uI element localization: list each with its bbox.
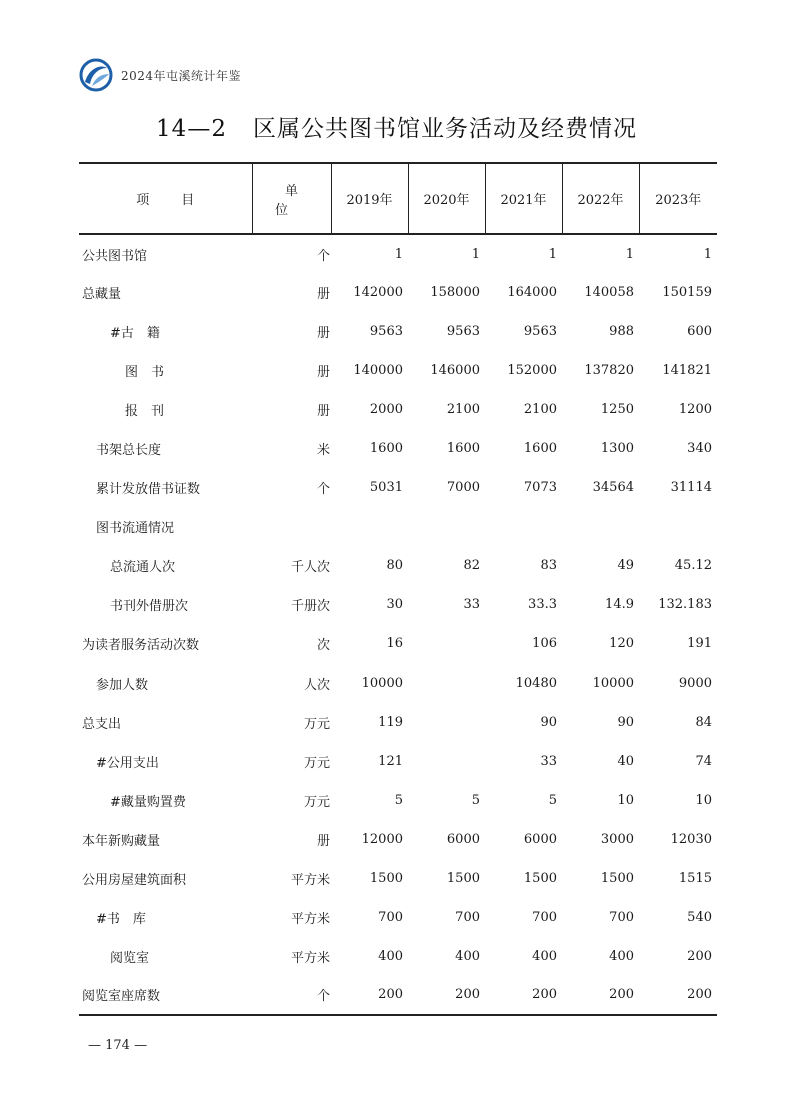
table-row [79, 976, 717, 1015]
table-cell: 200 [455, 987, 480, 1003]
table-cell: 10000 [361, 675, 403, 691]
table-cell: 400 [378, 948, 403, 964]
table-cell: 10480 [515, 675, 557, 691]
table-cell: 119 [378, 714, 403, 730]
table-cell: 33 [463, 597, 480, 613]
table-cell: 49 [617, 558, 634, 574]
table-cell [408, 664, 485, 703]
row-unit [252, 507, 331, 546]
column-header-2020: 2020年 [408, 163, 485, 234]
table-row [79, 585, 717, 624]
row-label: 公共图书馆 [82, 248, 148, 264]
table-row [79, 351, 717, 390]
table-cell: 140000 [353, 363, 403, 379]
table-row [79, 742, 717, 781]
table-row [79, 312, 717, 351]
table-title-text: 区属公共图书馆业务活动及经费情况 [252, 116, 637, 142]
table-cell: 1 [703, 246, 712, 262]
row-label: 书架总长度 [96, 443, 162, 459]
table-cell: 90 [617, 714, 634, 730]
column-header-unit: 单位 [252, 163, 331, 234]
table-cell: 164000 [507, 285, 557, 301]
row-label: 图书流通情况 [96, 521, 175, 537]
table-cell: 12000 [361, 831, 403, 847]
table-cell: 121 [378, 753, 403, 769]
table-cell: 1600 [369, 441, 403, 457]
row-unit: 万元 [303, 716, 330, 732]
row-unit: 平方米 [290, 872, 330, 888]
table-cell: 6000 [446, 831, 480, 847]
table-cell: 1500 [600, 870, 634, 886]
table-cell: 5 [471, 792, 480, 808]
table-cell [408, 624, 485, 663]
table-cell: 2100 [446, 402, 480, 418]
row-unit: 万元 [303, 755, 330, 771]
page-number: — 174 — [88, 1038, 148, 1053]
table-number: 14—2 [156, 116, 227, 142]
row-unit: 册 [316, 833, 330, 849]
row-unit: 万元 [303, 794, 330, 810]
table-cell: 2100 [523, 402, 557, 418]
table-cell: 34564 [592, 480, 634, 496]
table-cell: 540 [687, 909, 712, 925]
row-unit: 个 [316, 989, 330, 1005]
table-cell: 200 [687, 987, 712, 1003]
table-cell: 12030 [670, 831, 712, 847]
statistics-table [79, 162, 717, 1016]
row-label: 总支出 [82, 716, 122, 732]
table-cell: 10000 [592, 675, 634, 691]
table-cell: 152000 [507, 363, 557, 379]
row-label: #公用支出 [96, 755, 159, 771]
table-cell: 2000 [369, 402, 403, 418]
table-cell: 700 [609, 909, 634, 925]
table-row [79, 898, 717, 937]
table-cell: 83 [540, 558, 557, 574]
table-row [79, 624, 717, 663]
table-cell: 132.183 [658, 597, 712, 613]
table-cell: 191 [687, 636, 712, 652]
row-label: 书刊外借册次 [110, 599, 189, 615]
table-cell: 400 [455, 948, 480, 964]
table-cell: 200 [378, 987, 403, 1003]
table-cell: 146000 [430, 363, 480, 379]
table-cell [639, 507, 717, 546]
table-cell [562, 507, 639, 546]
table-cell: 1500 [369, 870, 403, 886]
table-cell: 1300 [600, 441, 634, 457]
table-cell: 340 [687, 441, 712, 457]
table-cell: 1 [394, 246, 403, 262]
table-row [79, 234, 717, 273]
table-cell: 700 [532, 909, 557, 925]
table-cell: 10 [695, 792, 712, 808]
table-cell: 9563 [369, 324, 403, 340]
table-body [79, 234, 717, 1015]
table-cell: 988 [609, 324, 634, 340]
table-cell: 700 [455, 909, 480, 925]
row-label: 图 书 [125, 365, 165, 381]
row-label: 本年新购藏量 [82, 833, 161, 849]
table-cell: 200 [609, 987, 634, 1003]
row-label: 累计发放借书证数 [96, 482, 201, 498]
table-cell: 150159 [662, 285, 712, 301]
row-unit: 册 [316, 326, 330, 342]
table-cell: 200 [687, 948, 712, 964]
table-cell: 9563 [446, 324, 480, 340]
table-row [79, 859, 717, 898]
table-row [79, 937, 717, 976]
table-cell: 137820 [584, 363, 634, 379]
table-cell: 45.12 [674, 558, 712, 574]
table-cell: 80 [386, 558, 403, 574]
row-unit: 个 [316, 248, 330, 264]
table-row [79, 781, 717, 820]
row-label: 总流通人次 [110, 560, 176, 576]
table-cell: 141821 [662, 363, 712, 379]
table-cell: 14.9 [605, 597, 634, 613]
row-label: 总藏量 [82, 287, 122, 303]
table-cell: 600 [687, 324, 712, 340]
table-cell [331, 507, 408, 546]
table-cell: 7073 [523, 480, 557, 496]
table-cell: 1 [548, 246, 557, 262]
table-cell: 5 [394, 792, 403, 808]
row-unit: 千册次 [290, 599, 330, 615]
table-cell: 1200 [678, 402, 712, 418]
table-cell: 1515 [678, 870, 712, 886]
row-label: 阅览室座席数 [82, 989, 161, 1005]
table-cell: 84 [695, 714, 712, 730]
row-unit: 次 [316, 638, 330, 654]
table-header [79, 163, 717, 234]
table-cell: 1 [471, 246, 480, 262]
row-unit: 平方米 [290, 911, 330, 927]
table-cell: 74 [695, 753, 712, 769]
table-cell: 9563 [523, 324, 557, 340]
table-cell: 6000 [523, 831, 557, 847]
yearbook-logo-icon [79, 58, 113, 92]
row-unit: 米 [316, 443, 330, 459]
table-cell: 30 [386, 597, 403, 613]
table-cell [485, 507, 562, 546]
table-cell [408, 703, 485, 742]
table-cell: 142000 [353, 285, 403, 301]
table-cell: 9000 [678, 675, 712, 691]
table-cell: 31114 [670, 480, 712, 496]
yearbook-title: 2024年屯溪统计年鉴 [121, 68, 242, 83]
row-label: #书 库 [96, 911, 146, 927]
column-header-2023: 2023年 [639, 163, 717, 234]
table-row [79, 820, 717, 859]
row-unit: 册 [316, 287, 330, 303]
table-cell: 400 [609, 948, 634, 964]
row-label: #藏量购置费 [110, 794, 186, 810]
table-row [79, 273, 717, 312]
table-cell: 106 [532, 636, 557, 652]
row-label: 报 刊 [125, 404, 165, 420]
row-unit: 册 [316, 365, 330, 381]
table-row [79, 468, 717, 507]
column-header-2019: 2019年 [331, 163, 408, 234]
column-header-item: 项目 [136, 193, 227, 208]
table-cell: 82 [463, 558, 480, 574]
table-row [79, 429, 717, 468]
table-cell: 40 [617, 753, 634, 769]
table-cell: 1500 [523, 870, 557, 886]
table-row [79, 390, 717, 429]
table-row [79, 703, 717, 742]
row-unit: 个 [316, 482, 330, 498]
row-label: 公用房屋建筑面积 [82, 872, 187, 888]
table-row [79, 507, 717, 546]
table-row [79, 546, 717, 585]
column-header-2022: 2022年 [562, 163, 639, 234]
table-cell: 400 [532, 948, 557, 964]
table-row [79, 664, 717, 703]
table-cell: 200 [532, 987, 557, 1003]
table-cell: 120 [609, 636, 634, 652]
row-unit: 平方米 [290, 950, 330, 966]
table-cell [408, 507, 485, 546]
table-cell [408, 742, 485, 781]
row-label: #古 籍 [110, 326, 160, 342]
table-cell: 158000 [430, 285, 480, 301]
column-header-2021: 2021年 [485, 163, 562, 234]
table-cell: 1600 [523, 441, 557, 457]
table-cell: 5031 [369, 480, 403, 496]
table-title [0, 110, 793, 143]
table-cell: 1500 [446, 870, 480, 886]
table-cell: 7000 [446, 480, 480, 496]
table-cell: 5 [548, 792, 557, 808]
row-unit: 人次 [303, 677, 330, 693]
page-header [79, 58, 241, 92]
table-cell: 10 [617, 792, 634, 808]
row-label: 为读者服务活动次数 [82, 638, 200, 654]
table-cell: 33 [540, 753, 557, 769]
row-label: 参加人数 [96, 677, 149, 693]
table-cell: 1 [625, 246, 634, 262]
table-cell: 3000 [600, 831, 634, 847]
row-unit: 千人次 [290, 560, 330, 576]
table-cell: 33.3 [528, 597, 557, 613]
row-label: 阅览室 [110, 950, 150, 966]
table-cell: 1250 [600, 402, 634, 418]
table-cell: 1600 [446, 441, 480, 457]
table-cell: 140058 [584, 285, 634, 301]
table-cell: 90 [540, 714, 557, 730]
table-cell: 700 [378, 909, 403, 925]
table-cell: 16 [386, 636, 403, 652]
row-unit: 册 [316, 404, 330, 420]
